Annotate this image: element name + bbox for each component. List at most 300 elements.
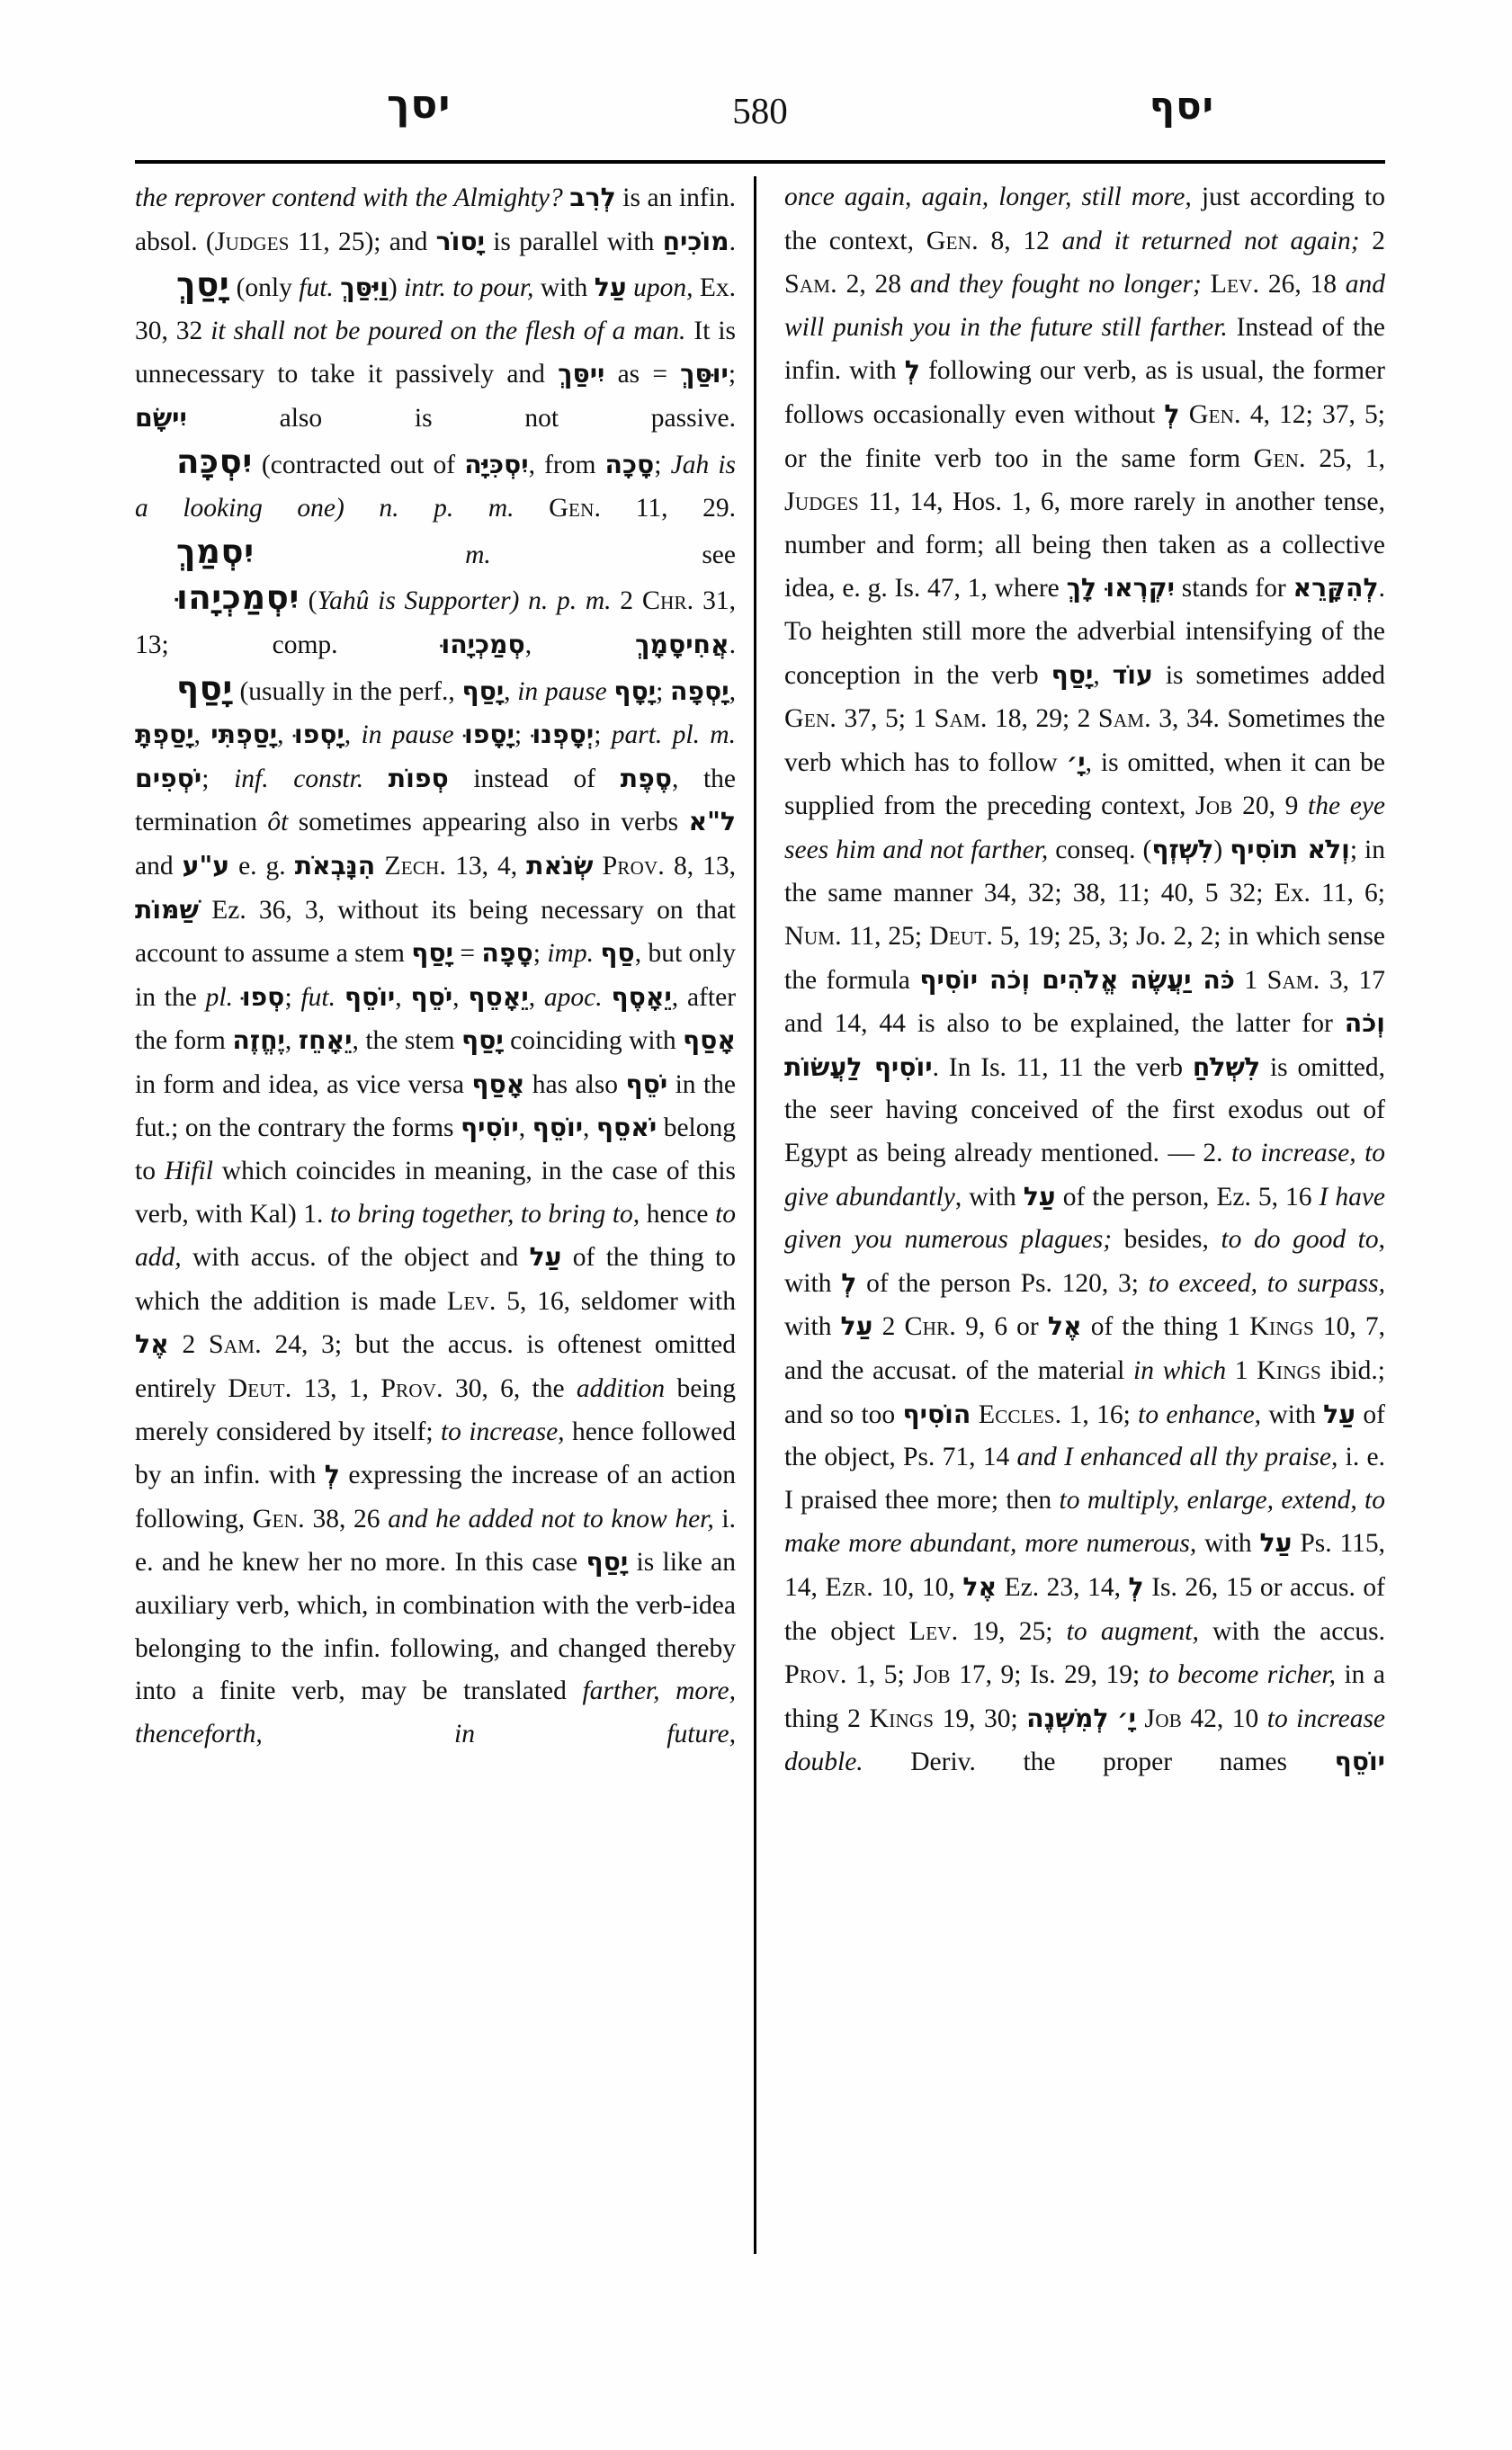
body-text: , the termination <box>135 764 737 837</box>
italic-gloss: to enhance, <box>1138 1399 1262 1429</box>
hebrew-word: סֶפֶת <box>620 763 672 793</box>
hebrew-word: אֲחִיסָמָךְ <box>635 629 729 659</box>
hebrew-word: יֹסֵף <box>625 1069 668 1099</box>
body-text: (only <box>229 273 300 303</box>
body-text: , <box>193 720 211 750</box>
scripture-reference: Lev. <box>908 1614 959 1646</box>
body-text <box>375 852 384 881</box>
body-text: just according to the context, <box>784 183 1385 255</box>
scripture-reference: Kings <box>869 1702 935 1733</box>
hebrew-word: יָסָף <box>613 675 657 706</box>
scripture-reference: Eccles. <box>978 1398 1062 1429</box>
body-text: 11, 25; <box>841 922 929 952</box>
body-text <box>1202 270 1211 299</box>
body-text <box>971 1400 978 1429</box>
italic-gloss: ôt <box>267 808 289 837</box>
body-text: also is not passive. <box>186 403 736 433</box>
hebrew-word: יוֹסִיף <box>461 1113 519 1143</box>
body-text: 1, 5; <box>846 1660 914 1690</box>
scripture-reference: Zech. <box>384 849 447 881</box>
scripture-reference: Job <box>913 1659 951 1690</box>
hebrew-word: שַׁמּוֹת <box>135 894 200 925</box>
italic-gloss: once again, again, longer, still more, <box>784 183 1192 211</box>
body-text: 11, 14, Hos. 1, 6, more rarely in another tense, number and form; all being then taken as a collective idea, e. g. Is. 47, 1, where <box>784 487 1385 604</box>
hebrew-word: אֶל <box>1047 1311 1082 1342</box>
body-text: , <box>524 630 636 659</box>
hebrew-word: יָסוֹר <box>435 226 485 256</box>
body-text: ; <box>201 764 235 793</box>
body-text <box>593 852 602 881</box>
body-text: stands for <box>1174 574 1293 604</box>
body-text: ) <box>388 273 405 303</box>
body-text: 10, 10, <box>872 1573 963 1602</box>
body-text: , with <box>954 1182 1024 1212</box>
body-text: ( <box>299 586 318 616</box>
scripture-reference: Sam. <box>784 268 837 300</box>
dictionary-entry <box>135 667 736 1757</box>
body-text: . To heighten still more the adverbial intensifying of the conception in the verb <box>784 574 1385 690</box>
hebrew-word: עַל <box>529 1242 562 1273</box>
body-text: 13, 4, <box>446 851 527 881</box>
hebrew-word: עַל <box>1023 1181 1056 1212</box>
body-text: is an infin. absol. ( <box>135 183 736 256</box>
scripture-reference: Sam. <box>1097 702 1151 734</box>
body-text <box>1180 400 1189 429</box>
scripture-reference: Deut. <box>928 920 994 952</box>
body-text: , <box>583 1113 596 1143</box>
body-text: instead of <box>448 764 621 793</box>
italic-gloss: inf. constr. <box>234 764 364 793</box>
hebrew-word: סְפוּ <box>241 981 285 1012</box>
italic-gloss: and he added not to know her, <box>388 1504 714 1533</box>
body-text: 2 <box>611 586 642 616</box>
scripture-reference: Gen. <box>252 1502 305 1533</box>
hebrew-word: יָ׳ <box>1066 747 1086 777</box>
body-text: Deriv. the proper names <box>863 1748 1335 1777</box>
body-text: = <box>452 939 482 969</box>
hebrew-word: יִקְרְאוּ לָךְ <box>1066 573 1175 604</box>
dictionary-entry <box>135 531 736 577</box>
body-text: hence followed by an infin. with <box>135 1417 736 1490</box>
italic-gloss: to bring together, to bring to, <box>329 1199 640 1229</box>
hebrew-word: לִשְׁלֹחַ <box>1192 1051 1261 1082</box>
hebrew-word: יֵאָחֵז <box>298 1025 353 1056</box>
body-text <box>1109 1704 1118 1733</box>
body-text: 18, 29; 2 <box>987 704 1098 734</box>
body-text: 5, 16, seldomer with <box>496 1286 736 1316</box>
scripture-reference: Lev. <box>446 1284 497 1316</box>
header-rule <box>135 160 1385 164</box>
hebrew-word: וַיִּסַּךְ <box>340 273 389 303</box>
italic-gloss: to do good to <box>1221 1225 1379 1255</box>
body-text: 25, 1, <box>1305 443 1385 473</box>
body-text: ; <box>728 360 737 389</box>
italic-gloss: to multiply, enlarge, extend, to make more abundant, more numerous, <box>784 1485 1385 1559</box>
body-text: 13, 1, <box>291 1374 381 1404</box>
hebrew-word: יָסַפְתָּ <box>135 720 194 750</box>
hebrew-word: לְ <box>841 1267 857 1298</box>
hebrew-word: לְהִקָּרֵא <box>1293 573 1379 604</box>
body-text: Ps. 115, 14, <box>784 1529 1385 1602</box>
italic-gloss: Yahû is Supporter) n. p. m. <box>317 586 612 616</box>
body-text: , the stem <box>352 1026 461 1056</box>
body-text <box>336 983 344 1012</box>
scripture-reference: Sam. <box>1266 963 1320 995</box>
italic-gloss: to add, <box>135 1199 737 1273</box>
body-text: 19, 30; <box>934 1703 1027 1733</box>
left-column <box>135 176 736 2272</box>
body-text: ; in the same manner 34, 32; 38, 11; 40, 5 32; Ex. 11, 6; <box>784 835 1385 908</box>
body-text: (contracted out of <box>252 450 465 479</box>
hebrew-word: ל"א <box>688 807 736 837</box>
body-text: of the thing 1 <box>1081 1312 1250 1342</box>
body-text: , from <box>528 450 605 479</box>
body-text: Ez. 36, 3, without its being necessary on that account to assume a stem <box>135 895 736 969</box>
hebrew-word: סְפוֹת <box>388 763 449 793</box>
italic-gloss: to become richer, <box>1148 1660 1336 1690</box>
hebrew-word: יָסָפוּ <box>463 720 514 750</box>
body-text: , <box>729 676 736 706</box>
body-text <box>603 983 612 1012</box>
italic-gloss: imp. <box>547 939 594 969</box>
body-text: 4, 12; 37, 5; or the finite verb too in the same form <box>784 399 1385 473</box>
hebrew-word: עַל <box>1323 1399 1356 1429</box>
body-text: coinciding with <box>503 1026 684 1056</box>
scripture-reference: Prov. <box>784 1659 847 1690</box>
page-number: 580 <box>732 90 788 131</box>
hebrew-word: יָסְפוּ <box>293 720 344 750</box>
body-text: 20, 9 <box>1232 791 1309 821</box>
hebrew-word: לְ <box>904 355 920 386</box>
hebrew-lemma: יָסַף <box>176 668 233 708</box>
hebrew-lemma: יִסְמַכְיָהוּ <box>176 578 300 618</box>
body-text: besides, <box>1112 1225 1221 1255</box>
body-text: 17, 9; Is. 29, 19; <box>950 1660 1149 1690</box>
body-text: 24, 3; but the accus. is oftenest omitted entirely <box>135 1330 737 1404</box>
body-text: , <box>395 982 411 1012</box>
body-text: 30, 6, the <box>443 1374 577 1404</box>
text-columns <box>135 176 1385 2272</box>
body-text: , <box>1093 660 1113 690</box>
body-text: with <box>533 273 595 303</box>
hebrew-word: לְ <box>1164 398 1180 429</box>
running-head-left-hebrew: יסך <box>387 82 452 128</box>
body-text: of the thing to which the addition is made <box>135 1243 736 1316</box>
body-text: ; <box>514 720 532 750</box>
body-text: Ex. 30, 32 <box>135 273 737 345</box>
hebrew-word: אֶל <box>962 1572 998 1602</box>
italic-gloss: in which <box>1133 1356 1227 1386</box>
body-text <box>233 983 242 1012</box>
italic-gloss: in pause <box>517 676 607 706</box>
italic-gloss: to augment, <box>1066 1616 1199 1646</box>
running-head <box>135 82 1385 148</box>
hebrew-word: מוֹכִיחַ <box>662 226 729 256</box>
italic-gloss: the reprover contend with the Almighty? <box>135 183 563 212</box>
hebrew-word: יֹאסֵף <box>595 1113 658 1143</box>
scripture-reference: Num. <box>784 920 842 952</box>
running-head-right-hebrew: יסף <box>1149 84 1214 128</box>
scripture-reference: Job <box>1144 1702 1182 1733</box>
scripture-reference: Prov. <box>380 1373 443 1404</box>
hebrew-word: עוֹד <box>1112 659 1153 690</box>
body-text: . <box>729 630 736 659</box>
body-text: ; <box>594 720 612 750</box>
body-text: 8, 12 <box>978 226 1062 255</box>
scripture-reference: Kings <box>1249 1310 1314 1342</box>
body-text: 1 <box>1226 1356 1257 1386</box>
body-text: 8, 13, <box>665 851 737 881</box>
body-text: 3, 34. Sometimes the verb which has to follow <box>784 704 1385 777</box>
hebrew-word: וְלֹא תוֹסִיף <box>1230 834 1350 864</box>
scripture-reference: Judges <box>214 225 290 256</box>
italic-gloss: fut. <box>300 982 336 1012</box>
body-text: 38, 26 <box>304 1504 389 1533</box>
body-text: 2, 28 <box>837 270 910 300</box>
hebrew-word: עַל <box>1259 1528 1293 1559</box>
hebrew-word: יֵאָסֶף <box>611 981 672 1012</box>
scripture-reference: Gen. <box>1253 442 1306 473</box>
body-text: is sometimes added <box>1152 660 1386 690</box>
hebrew-word: סָפָה <box>481 938 533 969</box>
body-text: 37, 5; 1 <box>837 704 935 734</box>
hebrew-word: וְכֹה יוֹסִיף לַעֲשׂוֹת <box>784 1008 1385 1082</box>
italic-gloss: Hifil <box>164 1157 213 1186</box>
body-text: , <box>452 982 469 1012</box>
italic-gloss: in pause <box>361 720 454 750</box>
italic-gloss: intr. to pour, <box>404 273 534 303</box>
hebrew-word: אֶל <box>135 1329 169 1360</box>
italic-gloss: upon, <box>633 273 693 303</box>
body-text: with <box>1196 1529 1260 1559</box>
body-text: . In Is. 11, 11 the verb <box>932 1052 1193 1082</box>
italic-gloss: it shall not be poured on the flesh of a man. <box>210 316 686 345</box>
italic-gloss: I have given you numerous plagues; <box>784 1182 1386 1255</box>
hebrew-word: יְסָפְנוּ <box>532 720 595 750</box>
body-text: 10, 7, and the accusat. of the material <box>784 1312 1386 1386</box>
body-text: is like an auxiliary verb, which, in combination with the verb-idea belonging to the infin. following, and changed thereby into a finite verb, may be translated <box>135 1548 736 1706</box>
body-text: 1 <box>1234 965 1267 995</box>
body-text: 2 <box>168 1330 209 1360</box>
italic-gloss: to increase double. <box>784 1703 1386 1777</box>
body-text: ; <box>654 450 671 479</box>
hebrew-word: יָסְפָה <box>669 675 729 706</box>
body-text: with accus. of the object and <box>181 1243 530 1273</box>
hebrew-word: לְ <box>1128 1572 1144 1602</box>
hebrew-word: סְמַכְיָהוּ <box>441 629 525 659</box>
hebrew-word: כֹּה יַעֲשֶׂה אֱלֹהִים וְכֹה יוֹסִיף <box>919 964 1235 995</box>
body-text: ; <box>656 676 670 706</box>
body-text: Is. 26, 15 or accus. of the object <box>784 1573 1386 1646</box>
body-text: as = <box>604 360 681 389</box>
body-text: 1, 16; <box>1061 1399 1139 1429</box>
hebrew-word: לְמִשְׁנֶה <box>1026 1703 1109 1733</box>
scripture-reference: Gen. <box>926 224 979 255</box>
hebrew-word: יוּסַּךְ <box>680 359 729 389</box>
body-text: , <box>344 720 362 750</box>
body-text: , <box>277 720 294 750</box>
right-column <box>784 176 1385 2272</box>
entry-continuation <box>135 176 736 264</box>
hebrew-word: יֹסֵף <box>410 981 453 1012</box>
hebrew-word: יִסְכִּיָּה <box>464 449 529 479</box>
body-text: e. g. <box>229 851 295 881</box>
body-text: being merely considered by itself; <box>135 1374 736 1446</box>
hebrew-word: יָסַף <box>461 675 505 706</box>
hebrew-word: לִשְׁזְף <box>1151 834 1214 864</box>
body-text: , <box>518 1113 532 1143</box>
body-text: 11, 25); and <box>289 227 436 256</box>
scripture-reference: Ezr. <box>825 1571 873 1602</box>
scripture-reference: Gen. <box>549 492 602 523</box>
hebrew-word: יִיסַּךְ <box>558 359 605 389</box>
scripture-reference: Lev. <box>1210 268 1260 300</box>
body-text: and <box>135 851 183 881</box>
italic-gloss: to increase, <box>440 1417 565 1446</box>
body-text: is parallel with <box>484 227 663 256</box>
body-text: belong to <box>135 1113 737 1186</box>
body-text: , but only in the <box>135 939 736 1012</box>
body-text: of the person Ps. 120, 3; <box>856 1268 1149 1298</box>
body-text <box>514 494 550 523</box>
body-text: 11, 29. <box>601 494 737 523</box>
body-text: It is unnecessary to take it passively and <box>135 316 736 389</box>
dictionary-entry <box>135 577 736 666</box>
body-text: 19, 25; <box>958 1616 1067 1646</box>
body-text: ; <box>532 939 548 969</box>
scripture-reference: Judges <box>784 486 859 517</box>
hebrew-word: לְ <box>324 1460 340 1490</box>
scripture-reference: Gen. <box>784 702 837 734</box>
body-text: has also <box>524 1069 626 1099</box>
hebrew-word: יֵאָסֵף <box>468 981 529 1012</box>
italic-gloss: the eye sees him and not farther, <box>784 791 1386 864</box>
hebrew-word: יָסַפְתִּי <box>210 720 278 750</box>
hebrew-word: הִנָּבְאֹת <box>294 850 376 881</box>
italic-gloss: and I enhanced all thy praise, <box>1016 1443 1338 1472</box>
body-text: , after the form <box>135 982 737 1056</box>
dictionary-entry <box>135 441 736 531</box>
dictionary-entry <box>135 264 736 440</box>
hebrew-word: יָ׳ <box>1117 1703 1136 1733</box>
scripture-reference: Chr. <box>904 1310 957 1342</box>
hebrew-word: יִישָׂם <box>135 402 187 433</box>
body-text: , <box>528 982 544 1012</box>
hebrew-word: סַף <box>600 938 635 969</box>
hebrew-lemma: יָסַךְ <box>176 265 230 305</box>
italic-gloss: and they fought no longer; <box>909 270 1202 300</box>
hebrew-word: יֹסְפִים <box>135 763 202 793</box>
hebrew-word: יָסַף <box>586 1547 629 1578</box>
italic-gloss: Jah is a looking one) n. p. m. <box>135 450 736 523</box>
scripture-reference: Sam. <box>208 1328 262 1360</box>
body-text: in a thing 2 <box>784 1660 1386 1733</box>
body-text <box>255 541 466 569</box>
italic-gloss: to exceed, to surpass, <box>1148 1268 1386 1298</box>
hebrew-word: עַל <box>840 1311 873 1342</box>
hebrew-word: יוֹסֵף <box>532 1113 584 1143</box>
italic-gloss: to increase, to give abundantly <box>784 1139 1386 1212</box>
italic-gloss: and will punish you in the future still farther. <box>784 270 1386 342</box>
italic-gloss: pl. <box>205 982 233 1012</box>
body-text: hence <box>640 1199 716 1229</box>
scripture-reference: Chr. <box>641 585 694 616</box>
scripture-reference: Deut. <box>228 1373 292 1404</box>
italic-gloss: apoc. <box>543 982 603 1012</box>
body-text: ibid.; and so too <box>784 1356 1385 1429</box>
body-text <box>1136 1704 1145 1733</box>
body-text: i. e. I praised thee more; then <box>784 1443 1385 1515</box>
hebrew-word: ע"ע <box>182 850 230 881</box>
body-text: sometimes appearing also in verbs <box>288 808 689 837</box>
scripture-reference: Prov. <box>602 849 666 881</box>
body-text: of the object, Ps. 71, 14 <box>784 1399 1386 1472</box>
body-text: , is omitted, when it can be supplied from the preceding context, <box>784 747 1385 821</box>
body-text <box>454 720 464 749</box>
body-text: 3, 17 and 14, 44 is also to be explained, the latter for <box>784 965 1385 1039</box>
body-text: 26, 18 <box>1259 270 1346 300</box>
body-text: in form and idea, as vice versa <box>135 1069 472 1099</box>
body-text: (usually in the perf., <box>232 676 462 706</box>
body-text: , with <box>784 1225 1385 1298</box>
body-text: of the person, Ez. 5, 16 <box>1055 1182 1320 1212</box>
hebrew-word: יָסַף <box>411 938 453 969</box>
body-text: ) <box>1213 835 1230 864</box>
body-text: ; <box>284 982 301 1012</box>
hebrew-lemma: יִסְכָּה <box>176 442 253 481</box>
body-text: following our verb, as is usual, the former follows occasionally even without <box>784 356 1385 429</box>
body-text: expressing the increase of an action following, <box>135 1461 737 1533</box>
body-text <box>627 273 633 302</box>
italic-gloss: m. <box>465 540 491 569</box>
body-text: with <box>1261 1399 1324 1429</box>
scripture-reference: Sam. <box>934 702 988 734</box>
body-text: conseq. ( <box>1048 835 1152 864</box>
hebrew-word: שְׂנֹאת <box>526 850 594 881</box>
body-text: 9, 6 or <box>956 1312 1048 1342</box>
scripture-reference: Gen. <box>1188 398 1241 429</box>
body-text <box>363 765 389 793</box>
body-text: 42, 10 <box>1181 1703 1267 1733</box>
body-text: in the fut.; on the contrary the forms <box>135 1069 737 1143</box>
body-text: , <box>504 676 518 706</box>
italic-gloss: farther, more, thenceforth, in future, <box>135 1677 736 1748</box>
hebrew-word: יָסַף <box>461 1025 504 1056</box>
entry-continuation <box>784 176 1385 1784</box>
hebrew-word: יוֹסֵף <box>344 981 396 1012</box>
body-text: , <box>284 1026 299 1056</box>
body-text: 2 <box>1359 226 1386 255</box>
scripture-reference: Job <box>1195 790 1233 821</box>
scripture-reference: Kings <box>1257 1355 1321 1386</box>
hebrew-word: עַל <box>594 273 627 303</box>
italic-gloss: part. pl. m. <box>611 720 736 750</box>
body-text: 31, 13; comp. <box>135 586 736 659</box>
body-text: is omitted, the seer having conceived of the first exodus out of Egypt as being already mentioned. — 2. <box>784 1052 1385 1168</box>
hebrew-word: סָכָה <box>604 449 655 479</box>
body-text: with <box>784 1312 841 1342</box>
body-text: Ez. 23, 14, <box>997 1573 1129 1602</box>
hebrew-word: אָסַף <box>471 1069 525 1099</box>
hebrew-lemma: יִסְמַךְ <box>176 532 255 571</box>
hebrew-word: הוֹסִיף <box>902 1399 971 1429</box>
body-text: see <box>490 540 736 569</box>
italic-gloss: addition <box>576 1374 666 1404</box>
body-text: which coincides in meaning, in the case of this verb, with Kal) 1. <box>135 1157 736 1229</box>
body-text: . <box>729 227 736 256</box>
italic-gloss: and it returned not again; <box>1061 226 1360 255</box>
body-text: 2 <box>872 1312 905 1342</box>
